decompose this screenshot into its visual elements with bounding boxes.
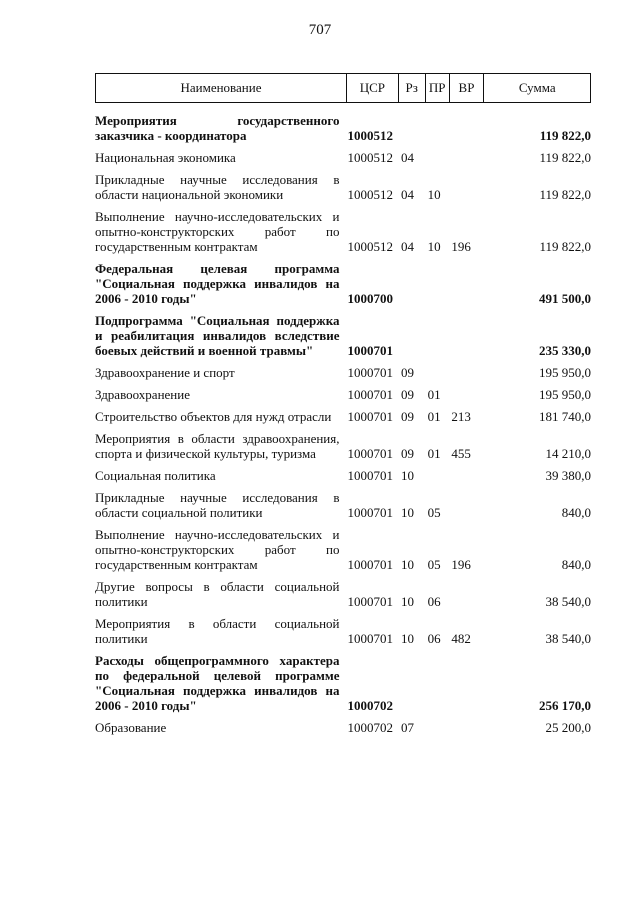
table-row <box>95 113 591 143</box>
row-sum: 38 540,0 <box>545 594 591 609</box>
row-rz: 09 <box>400 409 414 424</box>
row-name: Социальная политика <box>95 468 216 483</box>
row-name: Прикладные научные исследования в области национальной экономики <box>95 172 340 202</box>
row-sum: 181 740,0 <box>538 409 591 424</box>
table-row <box>95 172 591 202</box>
row-csr: 1000702 <box>347 720 393 735</box>
row-sum: 14 210,0 <box>545 446 591 461</box>
row-pr: 10 <box>427 239 441 254</box>
row-vr: 196 <box>451 239 471 254</box>
row-vr: 213 <box>451 409 471 424</box>
table-row <box>95 150 591 165</box>
row-name: Выполнение научно-исследовательских и опытно-конструкторских работ по государственным контрактам <box>95 527 340 572</box>
row-rz: 10 <box>400 631 414 646</box>
row-pr: 05 <box>427 557 441 572</box>
table-row <box>95 209 591 254</box>
table-header <box>95 73 591 103</box>
row-sum: 119 822,0 <box>539 150 591 165</box>
row-rz: 09 <box>400 365 414 380</box>
row-name: Строительство объектов для нужд отрасли <box>95 409 332 424</box>
table-row <box>95 653 591 713</box>
row-sum: 119 822,0 <box>539 128 591 143</box>
row-sum: 38 540,0 <box>545 631 591 646</box>
row-sum: 119 822,0 <box>539 187 591 202</box>
row-csr: 1000701 <box>347 505 393 520</box>
row-rz: 10 <box>400 468 414 483</box>
row-rz: 04 <box>400 239 414 254</box>
row-rz: 04 <box>400 187 414 202</box>
row-rz: 10 <box>400 505 414 520</box>
table-row <box>95 468 591 483</box>
row-pr: 06 <box>427 594 441 609</box>
row-pr: 01 <box>427 446 441 461</box>
row-sum: 119 822,0 <box>539 239 591 254</box>
table-row <box>95 409 591 424</box>
row-rz: 07 <box>400 720 414 735</box>
table-row <box>95 431 591 461</box>
row-csr: 1000701 <box>347 594 393 609</box>
table-row <box>95 490 591 520</box>
row-sum: 491 500,0 <box>538 291 591 306</box>
row-pr: 05 <box>427 505 441 520</box>
row-csr: 1000701 <box>347 343 393 358</box>
row-name: Здравоохранение и спорт <box>95 365 235 380</box>
row-name: Прикладные научные исследования в области социальной политики <box>95 490 340 520</box>
table-row <box>95 616 591 646</box>
row-rz: 10 <box>400 594 414 609</box>
row-vr: 482 <box>451 631 471 646</box>
row-name: Расходы общепрограммного характера по федеральной целевой программе "Социальная поддержка инвалидов на 2006 - 2010 годы" <box>95 653 340 713</box>
row-csr: 1000701 <box>347 365 393 380</box>
row-sum: 256 170,0 <box>538 698 591 713</box>
row-name: Другие вопросы в области социальной политики <box>95 579 340 609</box>
row-rz: 10 <box>400 557 414 572</box>
table-row <box>95 720 591 735</box>
row-pr: 06 <box>427 631 441 646</box>
row-sum: 195 950,0 <box>538 365 591 380</box>
row-csr: 1000701 <box>347 468 393 483</box>
row-csr: 1000700 <box>347 291 393 306</box>
table-row <box>95 387 591 402</box>
row-name: Выполнение научно-исследовательских и опытно-конструкторских работ по государственным контрактам <box>95 209 340 254</box>
table-row <box>95 261 591 306</box>
row-csr: 1000512 <box>347 239 393 254</box>
header-csr: ЦСР <box>347 74 399 102</box>
row-csr: 1000512 <box>347 187 393 202</box>
page-number: 707 <box>308 22 332 38</box>
row-csr: 1000512 <box>347 128 393 143</box>
row-csr: 1000701 <box>347 631 393 646</box>
row-csr: 1000701 <box>347 446 393 461</box>
row-csr: 1000701 <box>347 557 393 572</box>
row-csr: 1000702 <box>347 698 393 713</box>
row-name: Здравоохранение <box>95 387 190 402</box>
row-rz: 09 <box>400 387 414 402</box>
table-body <box>95 113 591 735</box>
row-name: Подпрограмма "Социальная поддержка и реабилитация инвалидов вследствие боевых действий и военной травмы" <box>95 313 340 358</box>
header-rz: Рз <box>399 74 426 102</box>
row-sum: 195 950,0 <box>538 387 591 402</box>
row-name: Федеральная целевая программа "Социальная поддержка инвалидов на 2006 - 2010 годы" <box>95 261 340 306</box>
row-rz: 09 <box>400 446 414 461</box>
table-row <box>95 313 591 358</box>
header-sum: Сумма <box>518 80 556 95</box>
row-name: Образование <box>95 720 167 735</box>
row-sum: 840,0 <box>561 557 591 572</box>
row-csr: 1000512 <box>347 150 393 165</box>
row-csr: 1000701 <box>347 409 393 424</box>
row-name: Национальная экономика <box>95 150 236 165</box>
row-vr: 196 <box>451 557 471 572</box>
header-pr: ПР <box>426 74 450 102</box>
table-row <box>95 527 591 572</box>
row-name: Мероприятия в области социальной политики <box>95 616 340 646</box>
row-vr: 455 <box>451 446 471 461</box>
row-sum: 235 330,0 <box>538 343 591 358</box>
row-rz: 04 <box>400 150 414 165</box>
row-pr: 10 <box>427 187 441 202</box>
header-vr: ВР <box>450 74 485 102</box>
budget-table <box>95 73 591 742</box>
table-row <box>95 579 591 609</box>
row-csr: 1000701 <box>347 387 393 402</box>
header-name: Наименование <box>96 74 347 102</box>
row-sum: 39 380,0 <box>545 468 591 483</box>
row-name: Мероприятия государственного заказчика - координатора <box>95 113 340 143</box>
row-pr: 01 <box>427 409 441 424</box>
row-sum: 840,0 <box>561 505 591 520</box>
row-name: Мероприятия в области здравоохранения, спорта и физической культуры, туризма <box>95 431 340 461</box>
row-pr: 01 <box>427 387 441 402</box>
table-row <box>95 365 591 380</box>
row-sum: 25 200,0 <box>545 720 591 735</box>
